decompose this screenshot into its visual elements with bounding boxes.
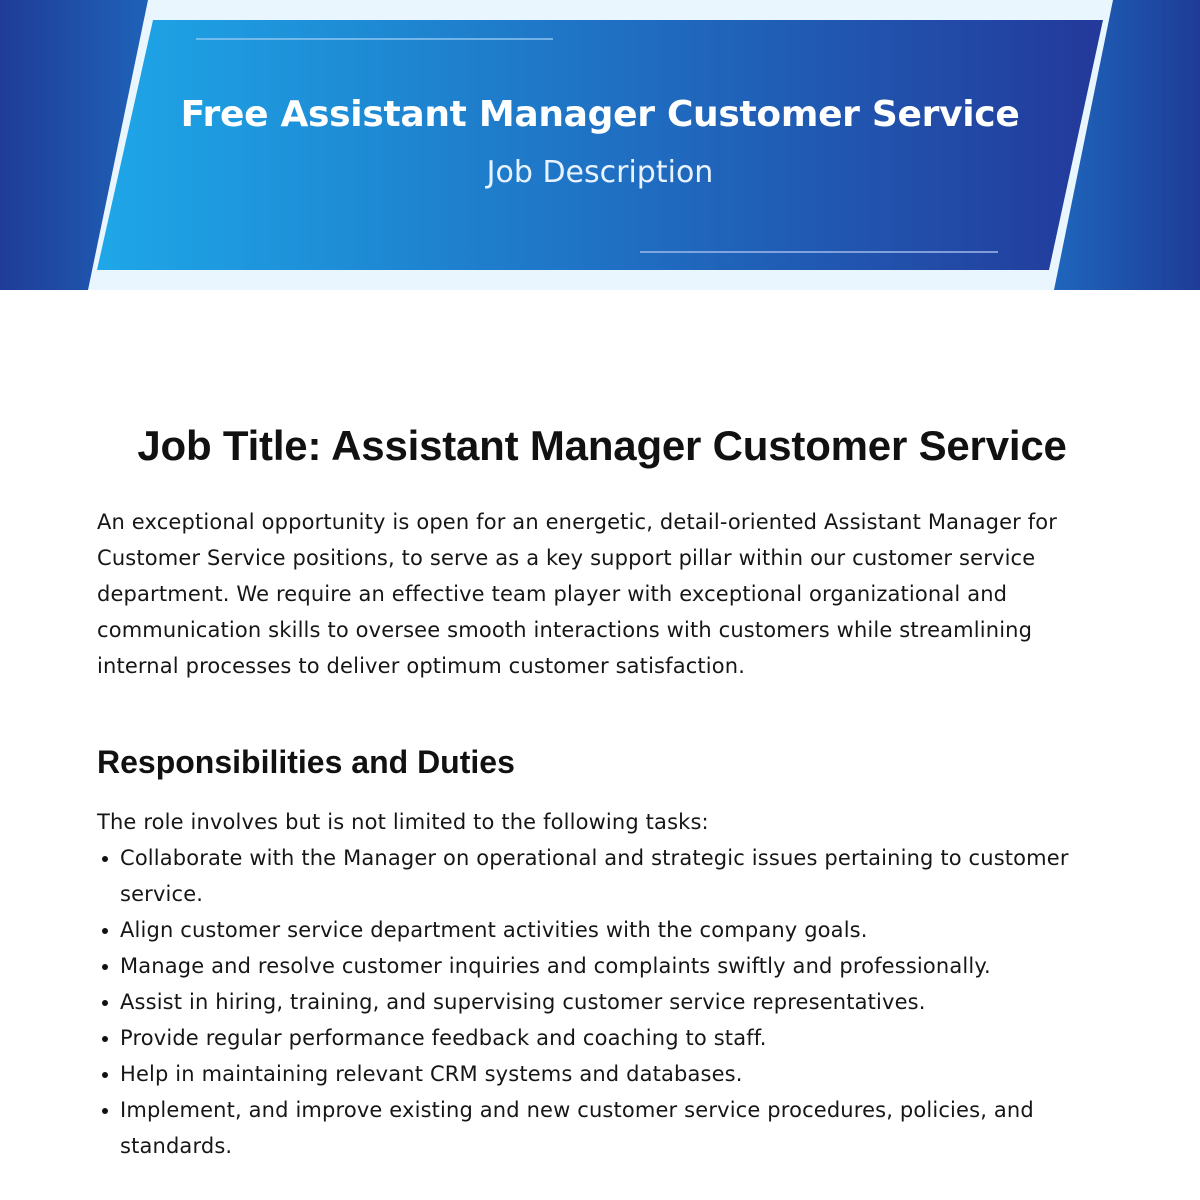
banner-subtitle: Job Description — [486, 155, 714, 190]
responsibilities-heading: Responsibilities and Duties — [97, 744, 515, 780]
list-item: Manage and resolve customer inquiries and complaints swiftly and professionally. — [97, 948, 1107, 984]
banner-graphic — [0, 0, 1200, 290]
list-item: Provide regular performance feedback and coaching to staff. — [97, 1020, 1107, 1056]
list-item: Help in maintaining relevant CRM systems and databases. — [97, 1056, 1107, 1092]
responsibilities-lead: The role involves but is not limited to the following tasks: — [97, 810, 709, 834]
list-item: Align customer service department activities with the company goals. — [97, 912, 1107, 948]
banner-center-panel — [97, 20, 1103, 270]
responsibilities-list — [97, 840, 1107, 1164]
document-body — [97, 418, 1107, 1164]
list-item: Assist in hiring, training, and supervising customer service representatives. — [97, 984, 1107, 1020]
intro-paragraph: An exceptional opportunity is open for an energetic, detail-oriented Assistant Manager for Customer Service positions, to serve as a key support pillar within our customer service department. We require an effective team player with exceptional organizational and communication skills to oversee smooth interactions with customers while streamlining internal processes to deliver optimum customer satisfaction. — [97, 510, 1058, 678]
list-item: Collaborate with the Manager on operational and strategic issues pertaining to customer service. — [97, 840, 1107, 912]
banner-title: Free Assistant Manager Customer Service — [180, 94, 1020, 135]
list-item: Implement, and improve existing and new customer service procedures, policies, and standards. — [97, 1092, 1107, 1164]
header-banner — [0, 0, 1200, 290]
job-title: Job Title: Assistant Manager Customer Service — [137, 422, 1067, 469]
